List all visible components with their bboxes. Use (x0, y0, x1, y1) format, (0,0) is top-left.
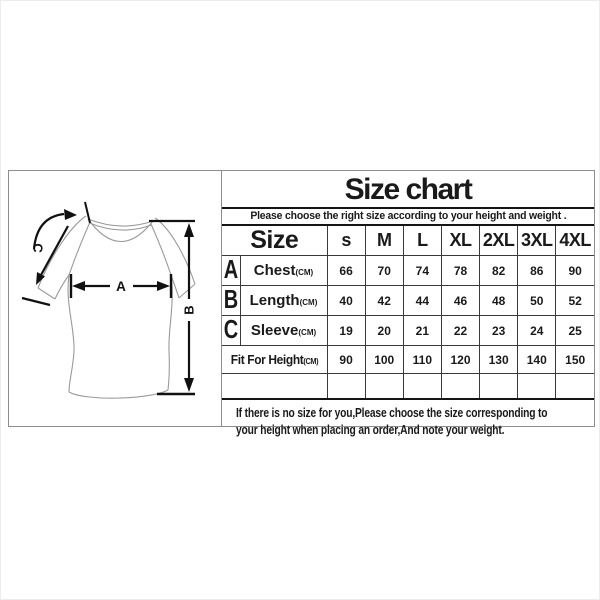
sleeve-value: 24 (518, 316, 556, 346)
fit-value: 150 (556, 346, 594, 374)
fit-value: 140 (518, 346, 556, 374)
col-header-xl: XL (441, 226, 479, 256)
length-row (222, 286, 594, 316)
row-letter-b: B (223, 285, 239, 315)
size-corner-header: Size (222, 226, 327, 256)
diagram-label-a: A (116, 279, 126, 294)
shirt-diagram (9, 171, 220, 424)
sleeve-value: 21 (403, 316, 441, 346)
size-table-header-row (222, 226, 594, 256)
sleeve-value: 25 (556, 316, 594, 346)
chest-value: 66 (327, 256, 365, 286)
sleeve-value: 19 (327, 316, 365, 346)
length-value: 40 (327, 286, 365, 316)
fit-value: 130 (480, 346, 518, 374)
sleeve-label: Sleeve(CM) (240, 316, 327, 346)
chest-value: 74 (403, 256, 441, 286)
col-header-s: s (327, 226, 365, 256)
col-header-2xl: 2XL (480, 226, 518, 256)
note-line-1: If there is no size for you,Please choose the size corresponding to (236, 405, 548, 420)
length-label: Length(CM) (240, 286, 327, 316)
chest-value: 90 (556, 256, 594, 286)
length-value: 46 (441, 286, 479, 316)
fit-value: 110 (403, 346, 441, 374)
diagram-label-b: B (181, 305, 197, 315)
sleeve-value: 23 (480, 316, 518, 346)
length-value: 50 (518, 286, 556, 316)
size-note (222, 398, 594, 440)
chest-value: 86 (518, 256, 556, 286)
empty-row (222, 374, 594, 398)
fit-for-height-label: Fit For Height(CM) (222, 346, 327, 374)
measure-c-arrows (22, 202, 90, 305)
sleeve-row (222, 316, 594, 346)
chest-label: Chest(CM) (240, 256, 327, 286)
chest-value: 78 (441, 256, 479, 286)
length-value: 52 (556, 286, 594, 316)
diagram-label-c: C (30, 242, 46, 254)
row-letter-a: A (223, 255, 239, 285)
chest-value: 82 (480, 256, 518, 286)
subtitle-text: Please choose the right size according to your height and weight . (249, 210, 567, 222)
col-header-m: M (365, 226, 403, 256)
fit-value: 120 (441, 346, 479, 374)
fit-value: 100 (365, 346, 403, 374)
length-value: 44 (403, 286, 441, 316)
size-chart-sheet (8, 170, 595, 437)
page-title: Size chart (344, 173, 472, 206)
length-value: 42 (365, 286, 403, 316)
note-line-2: your height when placing an order,And note your weight. (236, 422, 505, 437)
sleeve-value: 20 (365, 316, 403, 346)
col-header-3xl: 3XL (518, 226, 556, 256)
size-chart-panel (222, 171, 594, 437)
shirt-diagram-panel (9, 171, 222, 426)
subtitle-bar (222, 207, 594, 226)
fit-for-height-row (222, 346, 594, 374)
sleeve-value: 22 (441, 316, 479, 346)
shirt-outline (38, 216, 195, 398)
chest-row (222, 256, 594, 286)
size-table (222, 226, 594, 398)
col-header-l: L (403, 226, 441, 256)
col-header-4xl: 4XL (556, 226, 594, 256)
chest-value: 70 (365, 256, 403, 286)
length-value: 48 (480, 286, 518, 316)
row-letter-c: C (223, 315, 239, 345)
fit-value: 90 (327, 346, 365, 374)
